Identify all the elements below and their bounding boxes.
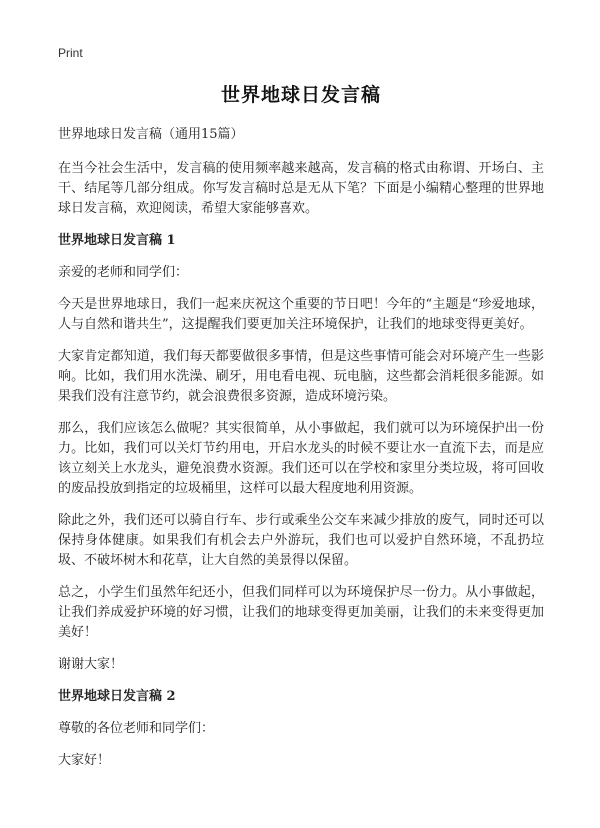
paragraph: 大家肯定都知道，我们每天都要做很多事情，但是这些事情可能会对环境产生一些影响。比如，我们用水洗澡、刷牙，用电看电视、玩电脑，这些都会消耗很多能源。如果我们没有注意节约，就会浪费很多资源，造成环境污染。 [58, 349, 544, 404]
paragraph: 那么，我们应该怎么做呢？其实很简单，从小事做起，我们就可以为环境保护出一份力。比如，我们可以关灯节约用电，开启水龙头的时候不要让水一直流下去，而是应该立刻关上水龙头，避免浪费水资源。我们还可以在学校和家里分类垃圾，将可回收的废品投放到指定的垃圾桶里，这样可以最大程度地利用资源。 [58, 421, 544, 496]
paragraph: 总之，小学生们虽然年纪还小，但我们同样可以为环境保护尽一份力。从小事做起，让我们养成爱护环境的好习惯，让我们的地球变得更加美丽，让我们的未来变得更加美好！ [58, 585, 544, 640]
document-subtitle: 世界地球日发言稿（通用15篇） [58, 127, 244, 142]
salutation: 尊敬的各位老师和同学们： [58, 721, 215, 736]
closing-line: 谢谢大家！ [58, 657, 124, 672]
page-title: 世界地球日发言稿 [220, 84, 381, 106]
greeting-line: 大家好！ [58, 753, 111, 768]
print-link[interactable]: Print [58, 46, 83, 60]
paragraph: 除此之外，我们还可以骑自行车、步行或乘坐公交车来减少排放的废气，同时还可以保持身体健康。如果我们有机会去户外游玩，我们也可以爱护自然环境，不乱扔垃圾、不破坏树木和花草，让大自然的美景得以保留。 [58, 513, 544, 568]
document-body [58, 80, 544, 783]
section-heading: 世界地球日发言稿 1 [58, 233, 176, 248]
salutation: 亲爱的老师和同学们： [58, 265, 189, 280]
intro-paragraph: 在当今社会生活中，发言稿的使用频率越来越高，发言稿的格式由称谓、开场白、主干、结尾等几部分组成。你写发言稿时总是无从下笔？下面是小编精心整理的世界地球日发言稿，欢迎阅读，希望大家能够喜欢。 [58, 161, 544, 216]
paragraph: 今天是世界地球日，我们一起来庆祝这个重要的节日吧！今年的“主题是“珍爱地球，人与自然和谐共生”，这提醒我们要更加关注环境保护，让我们的地球变得更美好。 [58, 297, 544, 332]
section-heading: 世界地球日发言稿 2 [58, 689, 176, 704]
